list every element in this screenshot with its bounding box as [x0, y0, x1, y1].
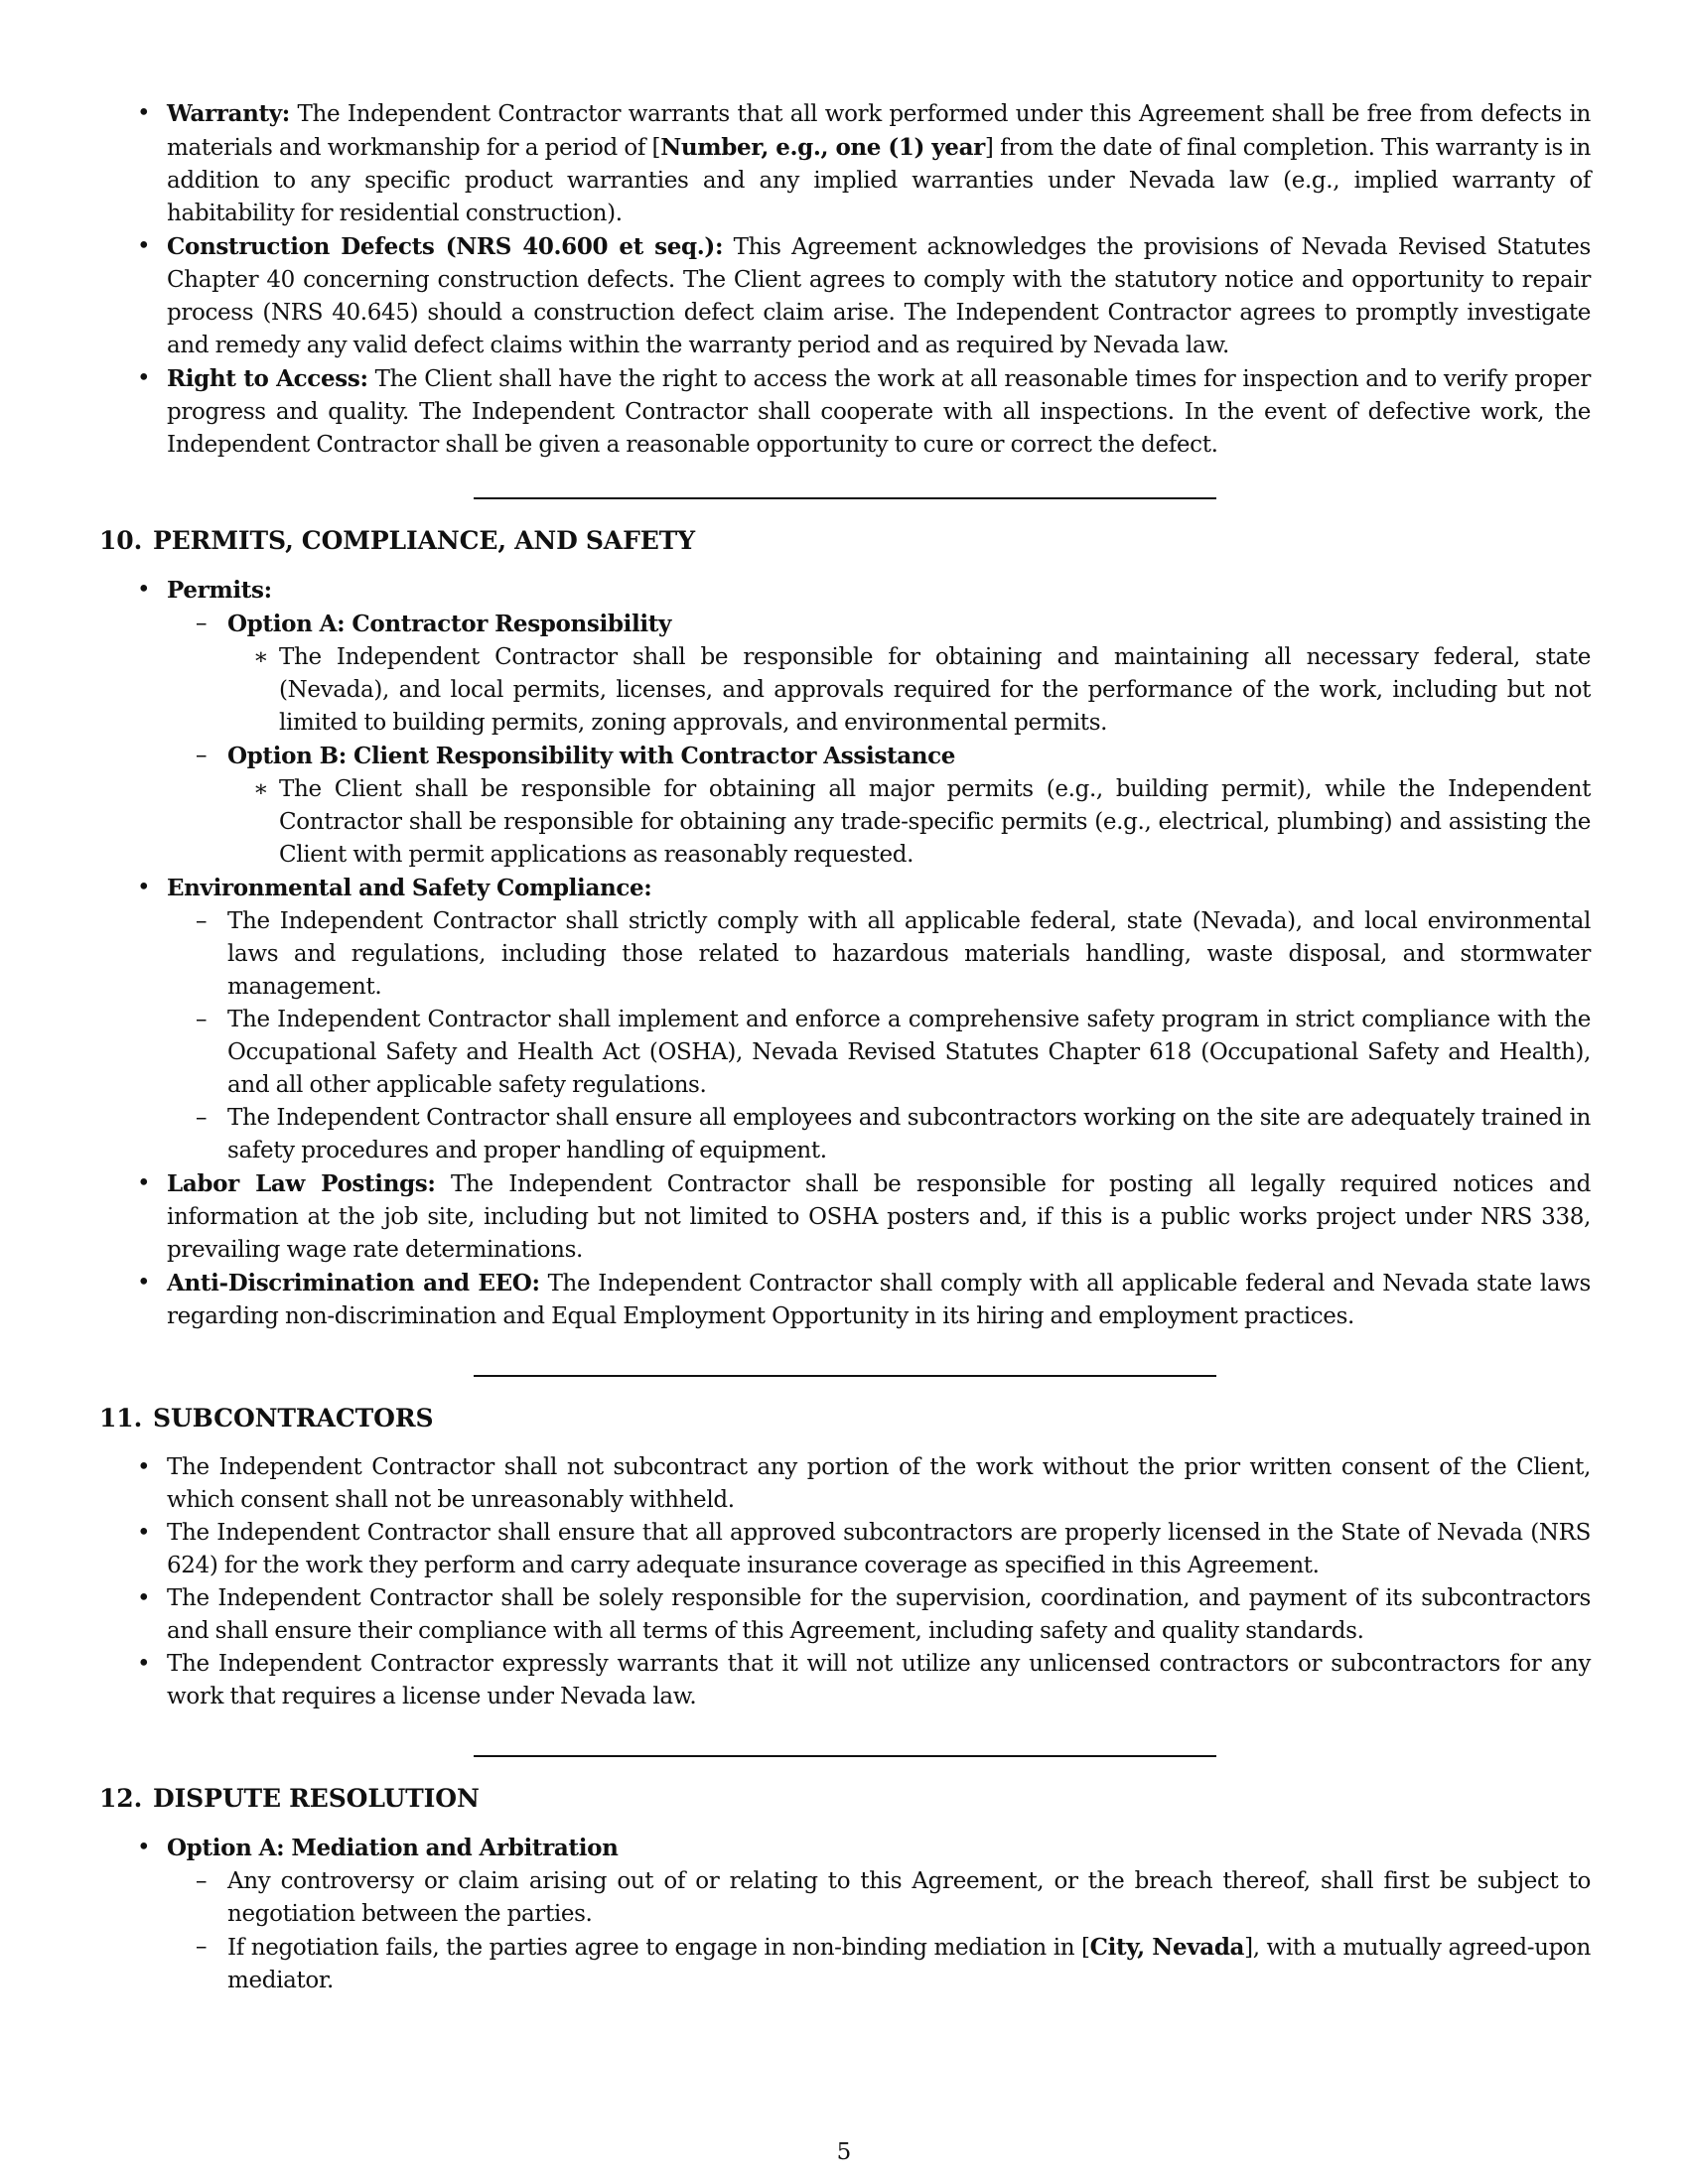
section-10-list	[99, 574, 1591, 1333]
list-item: • The Independent Contractor expressly warrants that it will not utilize any unlicensed contractors or subcontractors for any work that requires a license under Nevada law.	[99, 1648, 1591, 1713]
item-label: Anti-Discrimination and EEO:	[167, 1270, 540, 1297]
option-label: Option A: Mediation and Arbitration	[167, 1835, 619, 1861]
permits-options	[167, 608, 1591, 872]
item-text: ], with a mutually agreed-upon mediator.	[227, 1935, 1591, 1993]
item-label: Permits:	[167, 577, 272, 604]
section-heading-11	[99, 1402, 1591, 1434]
section-number: 10.	[99, 526, 143, 555]
section-divider	[474, 1755, 1216, 1757]
section-divider	[474, 1375, 1216, 1377]
section-number: 11.	[99, 1404, 143, 1433]
item-text: This Agreement acknowledges the provisions of Nevada Revised Statutes Chapter 40 concerning construction defects. The Client agrees to comply with the statutory notice and opportunity to repair process (NRS 40.645) should a construction defect claim arise. The Independent Contractor agrees to promptly investigate and remedy any valid defect claims within the warranty period and as required by Nevada law.	[167, 234, 1591, 358]
list-item-right-to-access	[99, 362, 1591, 462]
section-title: PERMITS, COMPLIANCE, AND SAFETY	[153, 526, 695, 555]
section-divider	[474, 497, 1216, 499]
item-text: The Independent Contractor warrants that all work performed under this Agreement shall be free from defects in materials and workmanship for a period of [	[167, 101, 1591, 161]
section-12-list	[99, 1832, 1591, 1997]
placeholder-text: City, Nevada	[1089, 1934, 1245, 1961]
warranty-list	[99, 97, 1591, 462]
item-label: Right to Access:	[167, 365, 368, 392]
sub-item: – The Independent Contractor shall strictly comply with all applicable federal, state (Nevada), and local environmental laws and regulations, including those related to hazardous materials handling, waste disposal, and stormwater management.	[167, 905, 1591, 1004]
section-number: 12.	[99, 1784, 143, 1813]
item-text: The Client shall have the right to access the work at all reasonable times for inspection and to verify proper progress and quality. The Independent Contractor shall cooperate with all inspections. In the event of defective work, the Independent Contractor shall be given a reasonable opportunity to cure or correct the defect.	[167, 366, 1591, 458]
option-a	[167, 608, 1591, 740]
list-item: • The Independent Contractor shall ensure that all approved subcontractors are properly licensed in the State of Nevada (NRS 624) for the work they perform and carry adequate insurance coverage as specified in this Agreement.	[99, 1517, 1591, 1582]
item-text: The Independent Contractor shall be responsible for posting all legally required notices and information at the job site, including but not limited to OSHA posters and, if this is a public works project under NRS 338, prevailing wage rate determinations.	[167, 1171, 1591, 1263]
environmental-safety-items	[167, 905, 1591, 1167]
item-text: The Independent Contractor shall comply with all applicable federal and Nevada state laws regarding non-discrimination and Equal Employment Opportunity in its hiring and employment practices.	[167, 1271, 1591, 1329]
item-label: Construction Defects (NRS 40.600 et seq.):	[167, 233, 724, 260]
option-b	[167, 740, 1591, 872]
sub-item: – Any controversy or claim arising out of or relating to this Agreement, or the breach thereof, shall first be subject to negotiation between the parties.	[167, 1865, 1591, 1931]
list-item: • The Independent Contractor shall be solely responsible for the supervision, coordination, and payment of its subcontractors and shall ensure their compliance with all terms of this Agreement, including safety and quality standards.	[99, 1582, 1591, 1648]
option-a-details	[227, 641, 1591, 740]
section-heading-10	[99, 524, 1591, 557]
list-item-permits	[99, 574, 1591, 872]
section-title: DISPUTE RESOLUTION	[153, 1784, 480, 1813]
list-item-warranty	[99, 97, 1591, 230]
option-label: Option B: Client Responsibility with Contractor Assistance	[227, 743, 956, 769]
item-text: If negotiation fails, the parties agree to engage in non-binding mediation in [	[227, 1935, 1090, 1961]
section-title: SUBCONTRACTORS	[153, 1404, 434, 1433]
sub-item: – The Independent Contractor shall ensure all employees and subcontractors working on the site are adequately trained in safety procedures and proper handling of equipment.	[167, 1102, 1591, 1167]
section-heading-12	[99, 1782, 1591, 1815]
list-item-construction-defects	[99, 230, 1591, 362]
section-11-list	[99, 1451, 1591, 1713]
list-item-option-a	[99, 1832, 1591, 1997]
placeholder-text: Number, e.g., one (1) year	[660, 134, 985, 161]
option-a-text: ∗ The Independent Contractor shall be responsible for obtaining and maintaining all necessary federal, state (Nevada), and local permits, licenses, and approvals required for the performance of the work, including but not limited to building permits, zoning approvals, and environmental permits.	[227, 641, 1591, 740]
item-label: Environmental and Safety Compliance:	[167, 875, 652, 901]
sub-item	[167, 1931, 1591, 1997]
item-label: Labor Law Postings:	[167, 1170, 436, 1197]
option-b-text: ∗ The Client shall be responsible for obtaining all major permits (e.g., building permit), while the Independent Contractor shall be responsible for obtaining any trade-specific permits (e.g., electrical, plumbing) and assisting the Client with permit applications as reasonably requested.	[227, 773, 1591, 872]
list-item-environmental-safety	[99, 872, 1591, 1167]
document-page	[99, 97, 1591, 1997]
item-text: ] from the date of final completion. This warranty is in addition to any specific product warranties and any implied warranties under Nevada law (e.g., implied warranty of habitability for residential construction).	[167, 135, 1591, 226]
page-number: 5	[836, 2139, 852, 2165]
option-b-details	[227, 773, 1591, 872]
sub-item: – The Independent Contractor shall implement and enforce a comprehensive safety program in strict compliance with the Occupational Safety and Health Act (OSHA), Nevada Revised Statutes Chapter 618 (Occupational Safety and Health), and all other applicable safety regulations.	[167, 1004, 1591, 1102]
option-a-items	[167, 1865, 1591, 1997]
list-item: • The Independent Contractor shall not subcontract any portion of the work without the prior written consent of the Client, which consent shall not be unreasonably withheld.	[99, 1451, 1591, 1517]
item-label: Warranty:	[167, 100, 290, 127]
option-label: Option A: Contractor Responsibility	[227, 611, 672, 637]
list-item-labor-law	[99, 1167, 1591, 1267]
list-item-eeo	[99, 1267, 1591, 1333]
